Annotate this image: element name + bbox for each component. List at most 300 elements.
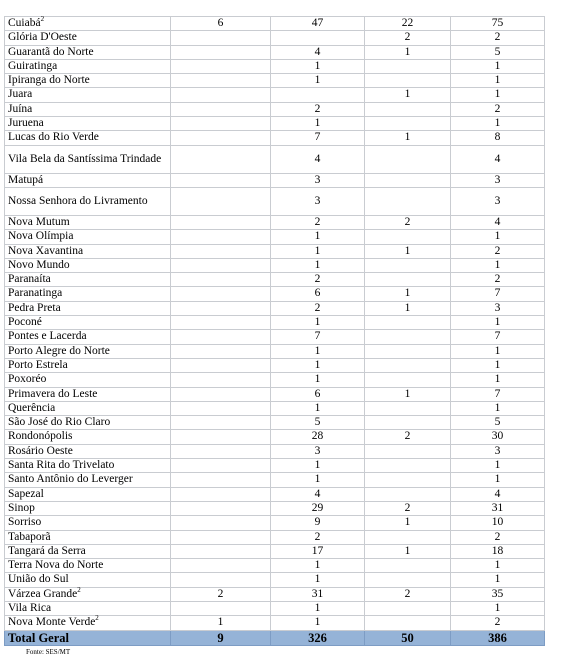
value-col-3: 1 [365,544,451,558]
value-col-4: 1 [451,74,545,88]
municipality-name-text: Sorriso [8,516,42,529]
value-col-4: 1 [451,59,545,73]
value-col-3: 1 [365,131,451,145]
value-col-1 [171,459,271,473]
municipality-name [5,301,171,315]
value-col-2: 2 [271,102,365,116]
table-row [5,145,545,173]
municipality-cases-table [4,16,545,646]
value-col-2: 1 [271,559,365,573]
municipality-name [5,430,171,444]
value-col-1 [171,31,271,45]
table-row [5,601,545,615]
municipality-name [5,387,171,401]
municipality-name-text: Sinop [8,501,35,514]
municipality-name-text: Juara [8,88,33,101]
value-col-3 [365,358,451,372]
municipality-name-text: Juína [8,102,33,115]
municipality-name-text: Novo Mundo [8,258,70,271]
municipality-name [5,330,171,344]
table-row [5,501,545,515]
municipality-name-text: Pontes e Lacerda [8,330,87,343]
value-col-3: 2 [365,587,451,601]
municipality-name-text: Nova Olímpia [8,230,74,243]
municipality-name-text: Tabaporã [8,530,51,543]
value-col-2: 2 [271,530,365,544]
table-row [5,559,545,573]
table-row [5,102,545,116]
value-col-1 [171,45,271,59]
value-col-4: 75 [451,17,545,31]
value-col-2: 1 [271,74,365,88]
value-col-3 [365,102,451,116]
municipality-name-text: Glória D'Oeste [8,31,77,44]
table-row [5,59,545,73]
municipality-name [5,530,171,544]
municipality-name-text: Querência [8,401,56,414]
value-col-1 [171,301,271,315]
value-col-3: 2 [365,430,451,444]
value-col-1 [171,430,271,444]
table-row [5,316,545,330]
municipality-name-text: Nossa Senhora do Livramento [8,194,148,207]
value-col-3: 1 [365,45,451,59]
value-col-4: 7 [451,287,545,301]
value-col-2: 1 [271,401,365,415]
value-col-1 [171,358,271,372]
municipality-name [5,74,171,88]
table-row [5,131,545,145]
value-col-1 [171,145,271,173]
value-col-4: 30 [451,430,545,444]
value-col-1: 1 [171,616,271,630]
value-col-3 [365,487,451,501]
value-col-4: 3 [451,187,545,215]
table-row [5,230,545,244]
value-col-2: 4 [271,45,365,59]
value-col-1 [171,74,271,88]
table-row [5,344,545,358]
municipality-name-text: Paranatinga [8,287,63,300]
value-col-4: 18 [451,544,545,558]
value-col-1: 6 [171,17,271,31]
value-col-3: 22 [365,17,451,31]
municipality-name-text: Guarantã do Norte [8,45,94,58]
municipality-name [5,587,171,601]
value-col-2: 6 [271,387,365,401]
value-col-2: 1 [271,473,365,487]
value-col-3 [365,273,451,287]
value-col-2: 1 [271,316,365,330]
value-col-4: 1 [451,459,545,473]
value-col-3 [365,230,451,244]
municipality-name-text: Nova Mutum [8,215,70,228]
municipality-name-text: Santo Antônio do Leverger [8,473,133,486]
table-body [5,17,545,631]
value-col-3 [365,59,451,73]
value-col-4: 1 [451,573,545,587]
value-col-2: 29 [271,501,365,515]
value-col-4: 1 [451,258,545,272]
table-row [5,358,545,372]
value-col-4: 31 [451,501,545,515]
value-col-1 [171,173,271,187]
table-row [5,430,545,444]
value-col-1 [171,416,271,430]
footnote-marker: 2 [40,15,45,24]
table-row [5,17,545,31]
value-col-3 [365,258,451,272]
value-col-4: 8 [451,131,545,145]
value-col-4: 2 [451,530,545,544]
value-col-3: 1 [365,387,451,401]
table-row [5,473,545,487]
municipality-table-container [4,16,544,646]
municipality-name-text: Várzea Grande [8,587,78,600]
value-col-1 [171,88,271,102]
value-col-1 [171,487,271,501]
municipality-name-text: Porto Alegre do Norte [8,344,110,357]
value-col-2: 3 [271,444,365,458]
municipality-name [5,559,171,573]
value-col-4: 1 [451,401,545,415]
municipality-name [5,215,171,229]
table-row [5,74,545,88]
value-col-3: 1 [365,516,451,530]
municipality-name [5,230,171,244]
value-col-1 [171,373,271,387]
value-col-4: 1 [451,88,545,102]
municipality-name [5,31,171,45]
value-col-4: 3 [451,173,545,187]
municipality-name [5,102,171,116]
value-col-2: 1 [271,344,365,358]
municipality-name-text: Juruena [8,117,44,130]
value-col-1 [171,501,271,515]
municipality-name [5,173,171,187]
value-col-2: 1 [271,573,365,587]
value-col-2: 7 [271,330,365,344]
value-col-1 [171,244,271,258]
value-col-1 [171,230,271,244]
table-row [5,330,545,344]
municipality-name-text: Nova Monte Verde [8,616,96,629]
municipality-name-text: Terra Nova do Norte [8,559,104,572]
value-col-3 [365,459,451,473]
municipality-name [5,416,171,430]
table-row [5,573,545,587]
table-row [5,258,545,272]
value-col-2: 6 [271,287,365,301]
value-col-4: 4 [451,215,545,229]
value-col-1 [171,117,271,131]
value-col-2: 4 [271,145,365,173]
value-col-4: 1 [451,473,545,487]
municipality-name-text: Primavera do Leste [8,387,98,400]
total-label: Total Geral [5,630,171,645]
value-col-1 [171,444,271,458]
table-row [5,444,545,458]
value-col-2: 7 [271,131,365,145]
municipality-name-text: Cuiabá [8,17,41,29]
value-col-4: 35 [451,587,545,601]
footnote-marker: 2 [77,585,81,594]
value-col-3: 2 [365,31,451,45]
value-col-1 [171,516,271,530]
value-col-2: 1 [271,616,365,630]
value-col-2: 1 [271,373,365,387]
value-col-2: 1 [271,230,365,244]
municipality-name-text: Paranaíta [8,273,51,286]
value-col-4: 1 [451,601,545,615]
value-col-4: 1 [451,373,545,387]
value-col-2: 1 [271,459,365,473]
table-row [5,530,545,544]
value-col-3 [365,473,451,487]
municipality-name [5,187,171,215]
value-col-1 [171,344,271,358]
value-col-4: 7 [451,387,545,401]
total-row [5,630,545,645]
table-row [5,544,545,558]
municipality-name [5,601,171,615]
value-col-1 [171,401,271,415]
table-row [5,587,545,601]
table-row [5,187,545,215]
value-col-3 [365,74,451,88]
table-row [5,416,545,430]
municipality-name [5,344,171,358]
value-col-3: 1 [365,287,451,301]
value-col-4: 2 [451,244,545,258]
value-col-1 [171,316,271,330]
value-col-3 [365,401,451,415]
municipality-name-text: Guiratinga [8,59,58,72]
value-col-4: 2 [451,616,545,630]
table-row [5,459,545,473]
municipality-name [5,373,171,387]
value-col-1 [171,559,271,573]
value-col-4: 1 [451,559,545,573]
value-col-3 [365,173,451,187]
value-col-1: 2 [171,587,271,601]
value-col-2: 1 [271,117,365,131]
value-col-4: 2 [451,31,545,45]
value-col-1 [171,273,271,287]
value-col-3 [365,444,451,458]
value-col-2: 4 [271,487,365,501]
table-row [5,516,545,530]
value-col-1 [171,59,271,73]
total-col-4: 386 [451,630,545,645]
total-col-1: 9 [171,630,271,645]
table-row [5,88,545,102]
total-col-3: 50 [365,630,451,645]
value-col-3 [365,559,451,573]
municipality-name [5,487,171,501]
municipality-name [5,544,171,558]
table-row [5,215,545,229]
table-row [5,173,545,187]
table-row [5,487,545,501]
value-col-4: 10 [451,516,545,530]
table-row [5,31,545,45]
municipality-name [5,17,171,31]
municipality-name-text: Pedra Preta [8,301,61,314]
value-col-1 [171,287,271,301]
value-col-2: 2 [271,301,365,315]
value-col-1 [171,573,271,587]
value-col-4: 1 [451,316,545,330]
municipality-name [5,444,171,458]
value-col-4: 1 [451,358,545,372]
value-col-3: 1 [365,88,451,102]
value-col-2: 1 [271,601,365,615]
value-col-4: 3 [451,301,545,315]
municipality-name-text: São José do Rio Claro [8,416,111,429]
value-col-4: 1 [451,117,545,131]
value-col-2: 1 [271,244,365,258]
municipality-name [5,358,171,372]
value-col-1 [171,215,271,229]
value-col-3 [365,601,451,615]
municipality-name [5,258,171,272]
table-row [5,244,545,258]
value-col-2: 28 [271,430,365,444]
value-col-3: 2 [365,215,451,229]
municipality-name [5,273,171,287]
municipality-name-text: União do Sul [8,573,69,586]
municipality-name-text: Poconé [8,316,42,329]
value-col-3: 1 [365,301,451,315]
municipality-name-text: Santa Rita do Trivelato [8,459,115,472]
value-col-2: 2 [271,273,365,287]
municipality-name-text: Vila Rica [8,601,52,614]
value-col-3 [365,117,451,131]
municipality-name [5,145,171,173]
municipality-name [5,616,171,630]
value-col-2: 1 [271,358,365,372]
value-col-2 [271,31,365,45]
value-col-3 [365,330,451,344]
table-row [5,301,545,315]
municipality-name [5,516,171,530]
value-col-3: 2 [365,501,451,515]
value-col-2: 9 [271,516,365,530]
value-col-2: 1 [271,59,365,73]
value-col-2: 3 [271,187,365,215]
table-row [5,616,545,630]
value-col-3 [365,616,451,630]
value-col-3 [365,316,451,330]
municipality-name [5,573,171,587]
value-col-4: 5 [451,416,545,430]
municipality-name-text: Porto Estrela [8,358,68,371]
value-col-3 [365,145,451,173]
municipality-name-text: Vila Bela da Santíssima Trindade [8,152,162,165]
municipality-name-text: Sapezal [8,487,44,500]
value-col-2: 47 [271,17,365,31]
value-col-4: 4 [451,487,545,501]
value-col-4: 3 [451,444,545,458]
value-col-4: 1 [451,230,545,244]
municipality-name [5,401,171,415]
table-row [5,45,545,59]
value-col-4: 7 [451,330,545,344]
value-col-1 [171,601,271,615]
value-col-1 [171,473,271,487]
source-note: Fonte: SES/MT [26,648,71,656]
value-col-2: 5 [271,416,365,430]
table-row [5,287,545,301]
municipality-name [5,473,171,487]
municipality-name [5,287,171,301]
value-col-1 [171,544,271,558]
municipality-name [5,244,171,258]
value-col-2: 17 [271,544,365,558]
value-col-1 [171,530,271,544]
municipality-name-text: Nova Xavantina [8,244,84,257]
municipality-name [5,45,171,59]
municipality-name-text: Tangará da Serra [8,544,86,557]
value-col-1 [171,131,271,145]
value-col-3 [365,530,451,544]
municipality-name-text: Rondonópolis [8,430,73,443]
value-col-3 [365,187,451,215]
municipality-name-text: Lucas do Rio Verde [8,131,99,144]
value-col-2: 2 [271,215,365,229]
table-row [5,273,545,287]
value-col-2: 31 [271,587,365,601]
value-col-4: 5 [451,45,545,59]
value-col-1 [171,330,271,344]
value-col-1 [171,102,271,116]
value-col-3 [365,416,451,430]
municipality-name [5,501,171,515]
municipality-name [5,59,171,73]
table-row [5,387,545,401]
value-col-4: 2 [451,102,545,116]
value-col-4: 1 [451,344,545,358]
value-col-1 [171,387,271,401]
total-col-2: 326 [271,630,365,645]
value-col-4: 2 [451,273,545,287]
municipality-name-text: Poxoréo [8,373,47,386]
value-col-3 [365,573,451,587]
municipality-name [5,88,171,102]
footnote-marker: 2 [95,614,99,623]
value-col-4: 4 [451,145,545,173]
value-col-3 [365,373,451,387]
municipality-name-text: Ipiranga do Norte [8,74,90,87]
value-col-1 [171,258,271,272]
value-col-2: 1 [271,258,365,272]
value-col-3: 1 [365,244,451,258]
table-row [5,117,545,131]
municipality-name [5,117,171,131]
municipality-name [5,459,171,473]
table-row [5,373,545,387]
municipality-name [5,316,171,330]
value-col-1 [171,187,271,215]
value-col-2 [271,88,365,102]
value-col-2: 3 [271,173,365,187]
municipality-name [5,131,171,145]
municipality-name-text: Rosário Oeste [8,444,73,457]
municipality-name-text: Matupá [8,173,44,186]
table-row [5,401,545,415]
value-col-3 [365,344,451,358]
